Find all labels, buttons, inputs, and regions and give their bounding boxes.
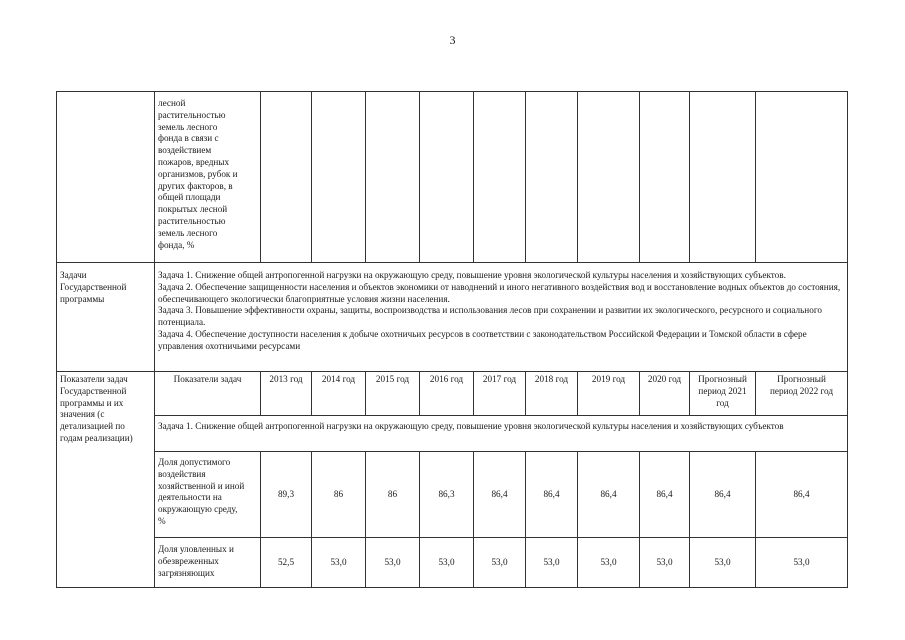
value-cell: 86,4 [474,452,526,538]
value-cell: 86,4 [526,452,578,538]
value-cell: 52,5 [261,538,312,588]
indicators-label-cell: Показатели задач Государственной программы и их значения (с детализацией по годам реализации) [57,372,155,588]
header-year-2014: 2014 год [312,372,366,416]
empty-label-cell [57,92,155,263]
header-year-2015: 2015 год [366,372,420,416]
value-cell: 86,3 [420,452,474,538]
value-cell [261,92,312,263]
header-forecast-2021: Прогнозный период 2021 год [690,372,756,416]
table-row [57,372,848,416]
page-number: 3 [449,33,456,47]
value-cell [420,92,474,263]
header-year-2013: 2013 год [261,372,312,416]
forest-indicator-cell: лесной растительностью земель лесного фонда в связи с воздействием пожаров, вредных организмов, рубок и других факторов, в общей площади покрытых лесной растительностью земель лесного фонда, % [155,92,261,263]
header-year-2017: 2017 год [474,372,526,416]
header-indicator-title: Показатели задач [155,372,261,416]
value-cell: 89,3 [261,452,312,538]
header-year-2018: 2018 год [526,372,578,416]
header-year-2020: 2020 год [640,372,690,416]
table-row [57,416,848,452]
value-cell: 86 [312,452,366,538]
table-row [57,452,848,538]
table-row [57,263,848,372]
value-cell: 53,0 [420,538,474,588]
tasks-text-cell [155,263,848,372]
table-row [57,538,848,588]
value-cell [578,92,640,263]
tasks-label-cell: Задачи Государственной программы [57,263,155,372]
task-1-text: Задача 1. Снижение общей антропогенной нагрузки на окружающую среду, повышение уровня экологической культуры населения и хозяйствующих субъектов. [158,270,786,280]
value-cell: 86,4 [690,452,756,538]
value-cell: 53,0 [690,538,756,588]
indicator-name: Доля уловленных и обезвреженных загрязняющих [155,538,261,588]
value-cell: 53,0 [640,538,690,588]
value-cell: 53,0 [756,538,848,588]
task1-subheader: Задача 1. Снижение общей антропогенной нагрузки на окружающую среду, повышение уровня экологической культуры населения и хозяйствующих субъектов [155,416,848,452]
value-cell [640,92,690,263]
value-cell: 53,0 [578,538,640,588]
task-4-text: Задача 4. Обеспечение доступности населения к добыче охотничьих ресурсов в соответствии с законодательством Российской Федерации и Томской области в сфере управления охотничьими ресурсами [158,328,807,351]
header-forecast-2022: Прогнозный период 2022 год [756,372,848,416]
value-cell [312,92,366,263]
task-2-text: Задача 2. Обеспечение защищенности населения и объектов экономики от наводнений и иного негативного воздействия вод и восстановление водных объектов до состояния, обеспечивающего экологически благоприятные условия жизни населения. [158,281,841,304]
value-cell [474,92,526,263]
value-cell: 86 [366,452,420,538]
value-cell [756,92,848,263]
indicator-name: Доля допустимого воздействия хозяйственной и иной деятельности на окружающую среду, % [155,452,261,538]
value-cell: 53,0 [526,538,578,588]
value-cell [366,92,420,263]
table-row [57,92,848,263]
value-cell: 86,4 [756,452,848,538]
value-cell: 53,0 [474,538,526,588]
value-cell [526,92,578,263]
value-cell: 86,4 [578,452,640,538]
task-3-text: Задача 3. Повышение эффективности охраны, защиты, воспроизводства и использования лесов при сохранении и развитии их экологического, ресурсного и социального потенциала. [158,305,822,328]
header-year-2019: 2019 год [578,372,640,416]
value-cell: 86,4 [640,452,690,538]
header-year-2016: 2016 год [420,372,474,416]
program-table [56,91,848,588]
value-cell [690,92,756,263]
value-cell: 53,0 [366,538,420,588]
value-cell: 53,0 [312,538,366,588]
